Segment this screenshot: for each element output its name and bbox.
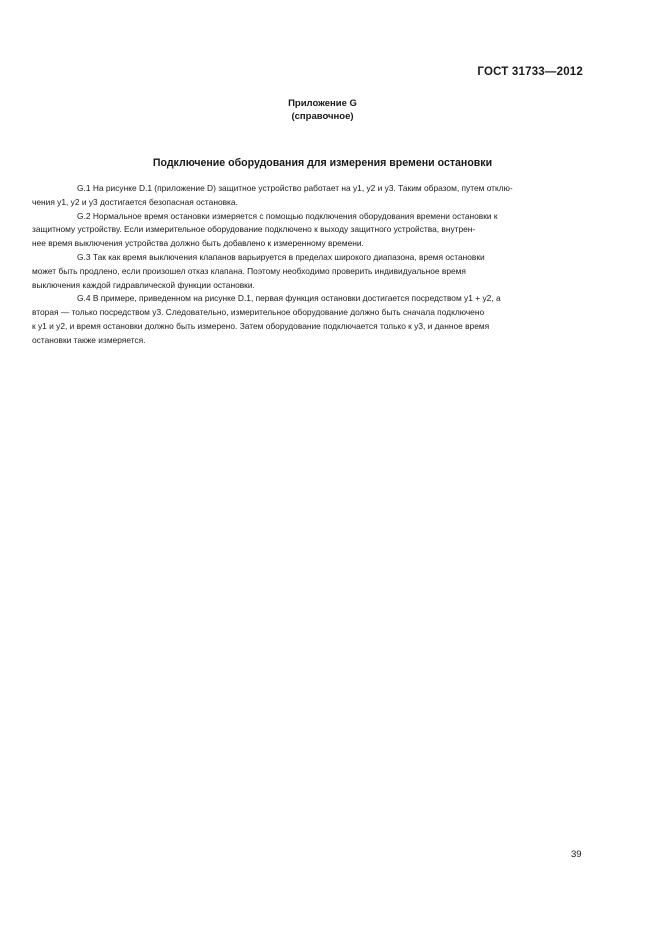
section-title: Подключение оборудования для измерения времени остановки [152,157,493,169]
paragraph-line: остановки также измеряется. [32,334,146,345]
document-body [32,182,583,348]
paragraph-g2 [32,210,583,251]
paragraph-line: к y1 и y2, и время остановки должно быть измерено. Затем оборудование подключается только к y3, и данное время [32,320,490,331]
page-number: 39 [571,849,582,860]
paragraph-line: может быть продлено, если произошел отказ клапана. Поэтому необходимо проверить индивидуальное время [32,265,466,276]
standard-number: ГОСТ 31733—2012 [477,66,583,78]
paragraph-line: чения y1, y2 и y3 достигается безопасная остановка. [32,196,238,207]
paragraph-line: выключения каждой гидравлической функции остановки. [32,279,255,290]
paragraph-g3 [32,251,583,292]
paragraph-line: G.2 Нормальное время остановки измеряется с помощью подключения оборудования времени остановки к [77,210,498,221]
annex-subtitle: (справочное) [291,111,354,122]
annex-heading [0,97,645,123]
paragraph-line: вторая — только посредством y3. Следовательно, измерительное оборудование должно быть сначала подключено [32,307,485,318]
paragraph-g4 [32,292,583,347]
paragraph-line: G.3 Так как время выключения клапанов варьируется в пределах широкого диапазона, время остановки [77,251,485,262]
paragraph-g1 [32,182,583,210]
paragraph-line: G.1 На рисунке D.1 (приложение D) защитное устройство работает на y1, y2 и y3. Таким образом, путем отклю- [77,183,513,193]
paragraph-line: нее время выключения устройства должно быть добавлено к измеренному времени. [32,238,364,249]
paragraph-line: защитному устройству. Если измерительное оборудование подключено к выходу защитного устройства, внутрен- [32,224,476,235]
annex-title: Приложение G [288,98,357,109]
paragraph-line: G.4 В примере, приведенном на рисунке D.1, первая функция остановки достигается посредством y1 + y2, а [77,293,501,304]
